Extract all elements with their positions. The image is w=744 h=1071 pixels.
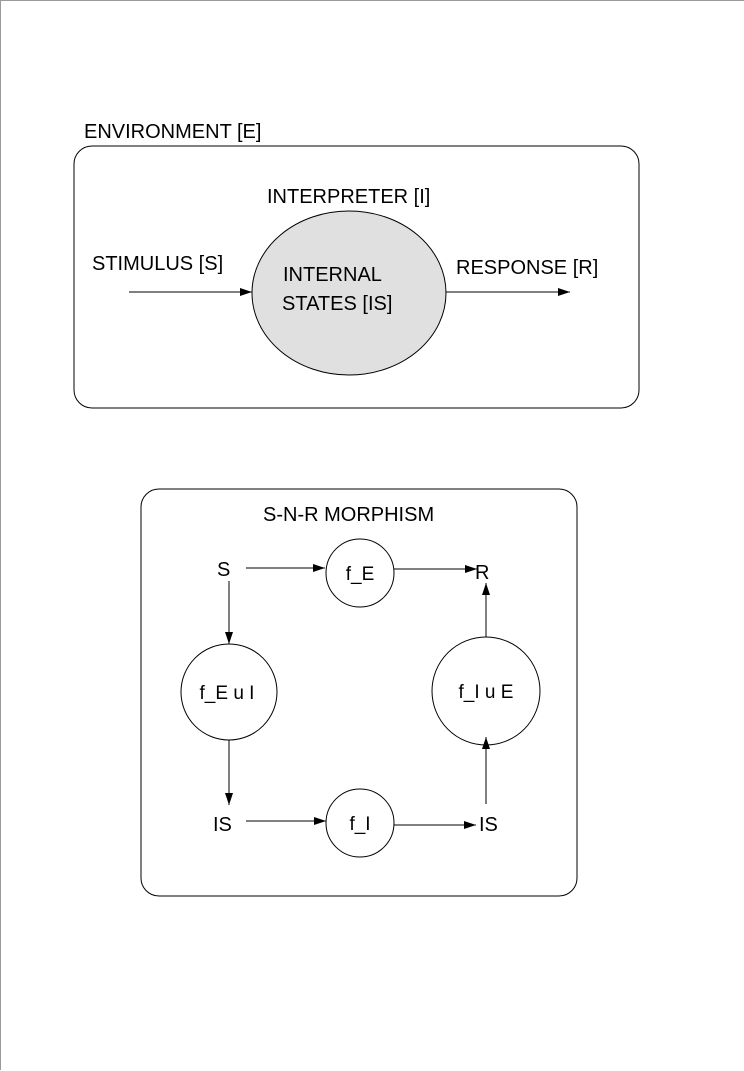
node-is-right: IS	[479, 814, 498, 836]
node-is-left: IS	[213, 814, 232, 836]
internal-states-line2: STATES [IS]	[282, 293, 393, 315]
circle-f-eui-label: f_E u I	[199, 683, 255, 704]
circle-f-i-label: f_I	[349, 814, 371, 835]
environment-label: ENVIRONMENT [E]	[84, 121, 262, 143]
environment-diagram	[74, 121, 639, 408]
diagram-canvas	[1, 1, 744, 1071]
node-r: R	[475, 562, 490, 584]
snr-morphism-diagram	[141, 489, 577, 896]
internal-states-line1: INTERNAL	[283, 264, 382, 286]
stimulus-label: STIMULUS [S]	[92, 253, 224, 275]
interpreter-label: INTERPRETER [I]	[267, 186, 431, 208]
morphism-title: S-N-R MORPHISM	[263, 504, 435, 526]
circle-f-e-label: f_E	[345, 564, 375, 585]
response-label: RESPONSE [R]	[456, 257, 599, 279]
circle-f-iue-label: f_I u E	[458, 682, 514, 703]
node-s: S	[217, 559, 231, 581]
